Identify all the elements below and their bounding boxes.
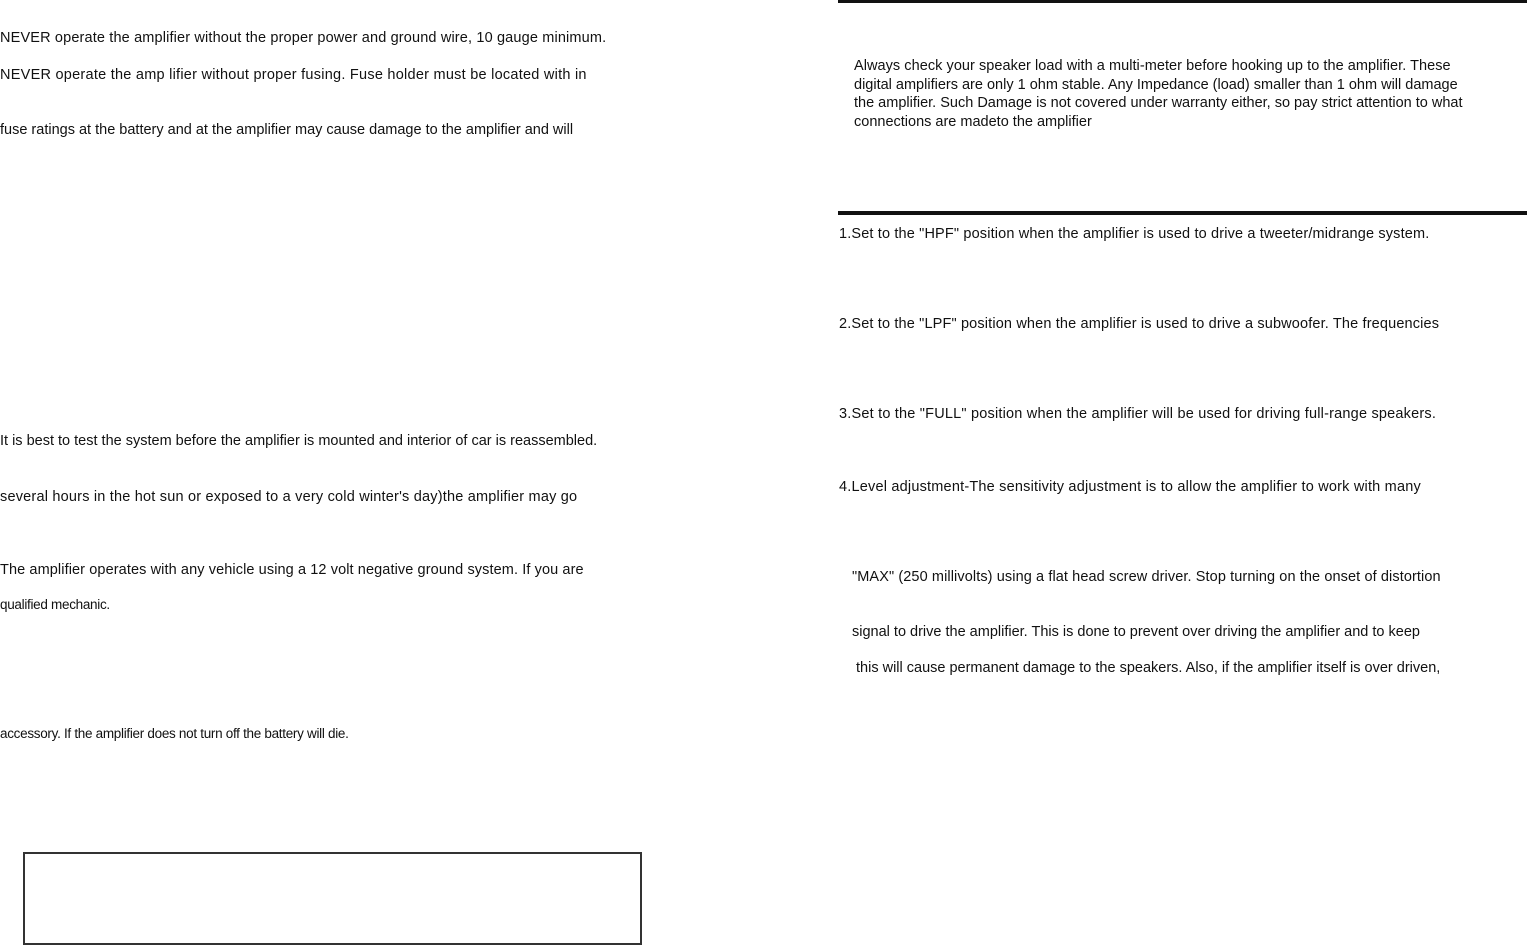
item-permanent-damage: this will cause permanent damage to the speakers. Also, if the amplifier itself is over driven, [856,660,1441,676]
item-level-adjustment: 4.Level adjustment-The sensitivity adjustment is to allow the amplifier to work with many [839,479,1421,495]
top-divider-rule [838,0,1527,3]
left-line-never-operate-fusing: NEVER operate the amp lifier without proper fusing. Fuse holder must be located with in [0,67,587,83]
item-hpf: 1.Set to the "HPF" position when the amplifier is used to drive a tweeter/midrange system. [839,226,1430,242]
left-line-fuse-ratings: fuse ratings at the battery and at the amplifier may cause damage to the amplifier and will [0,122,574,138]
item-lpf: 2.Set to the "LPF" position when the amplifier is used to drive a subwoofer. The frequencies [839,316,1440,332]
left-line-qualified-mechanic: qualified mechanic. [0,597,110,612]
left-line-test-system: It is best to test the system before the amplifier is mounted and interior of car is reassembled. [0,433,598,449]
item-max-setting: "MAX" (250 millivolts) using a flat head screw driver. Stop turning on the onset of distortion [852,569,1441,585]
warning-line-1: Always check your speaker load with a multi-meter before hooking up to the amplifier. These [854,58,1451,74]
item-full: 3.Set to the "FULL" position when the amplifier will be used for driving full-range speakers. [839,406,1437,422]
left-line-never-operate-wire: NEVER operate the amplifier without the proper power and ground wire, 10 gauge minimum. [0,30,607,46]
item-signal-drive: signal to drive the amplifier. This is done to prevent over driving the amplifier and to keep [852,624,1420,640]
left-line-negative-ground: The amplifier operates with any vehicle using a 12 volt negative ground system. If you are [0,562,584,578]
warning-line-2: digital amplifiers are only 1 ohm stable. Any Impedance (load) smaller than 1 ohm will damage [854,76,1458,93]
warning-line-3: the amplifier. Such Damage is not covered under warranty either, so pay strict attention to what [854,95,1463,111]
warning-line-4: connections are madeto the amplifier [854,113,1092,130]
empty-notice-box [23,852,642,945]
left-line-several-hours: several hours in the hot sun or exposed to a very cold winter's day)the amplifier may go [0,489,578,505]
left-line-accessory: accessory. If the amplifier does not turn off the battery will die. [0,726,349,741]
speaker-load-warning [854,57,1463,131]
section-divider-rule [838,211,1527,215]
